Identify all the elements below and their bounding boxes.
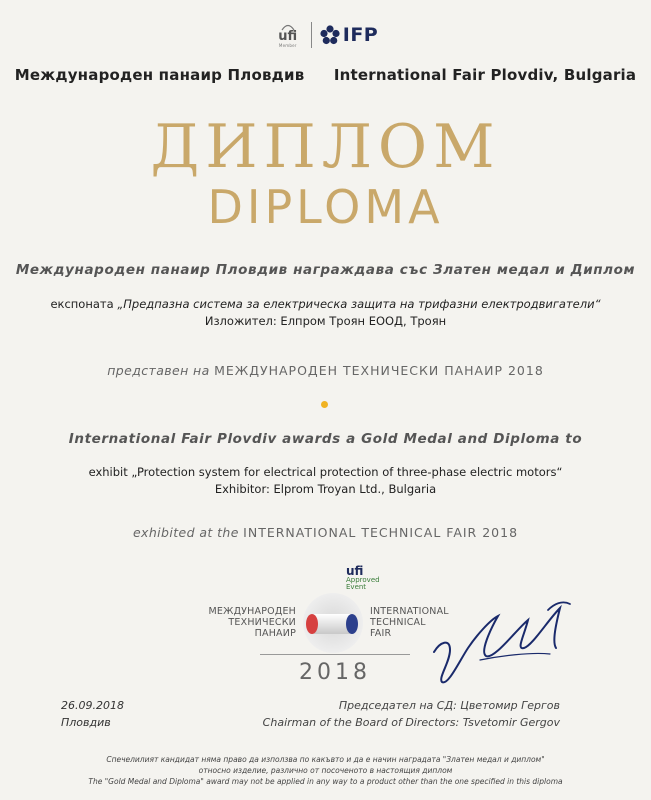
exhibited-prefix-en: exhibited at the [132, 525, 239, 540]
organizer-bg: Международен панаир Пловдив [14, 66, 305, 84]
fair-logo-en-line3: FAIR [370, 628, 392, 639]
chairman-en: Chairman of the Board of Directors: Tsvetomir Gergov [262, 716, 560, 729]
chairman-block [0, 697, 560, 731]
fair-name-en: INTERNATIONAL TECHNICAL FAIR 2018 [243, 525, 519, 540]
fair-logo-bg-line3: ПАНАИР [254, 628, 296, 639]
title-bulgarian: ДИПЛОМ [150, 112, 501, 182]
exhibit-title-bg: „Предпазна система за електрическа защита на трифазни електродвигатели“ [117, 297, 601, 311]
exhibit-prefix-en: exhibit [88, 465, 128, 479]
logo-bar [0, 22, 651, 48]
issue-city: Пловдив [61, 716, 111, 729]
exhibit-prefix-bg: експоната [50, 297, 114, 311]
presented-prefix-bg: представен на [107, 363, 210, 378]
exhibited-line-en [0, 525, 651, 540]
fair-logo-en-line1: INTERNATIONAL [370, 606, 449, 617]
ifp-logo-text: IFP [342, 24, 379, 46]
fair-logo-bg-line1: МЕЖДУНАРОДЕН [208, 606, 296, 617]
separator-dot [321, 401, 328, 408]
exhibitor-en: Exhibitor: Elprom Troyan Ltd., Bulgaria [214, 482, 437, 496]
exhibit-line-en [0, 465, 651, 479]
issue-date: 26.09.2018 [61, 699, 124, 712]
award-text-en: International Fair Plovdiv awards a Gold Medal and Diploma to [68, 431, 583, 447]
exhibit-line-bg [0, 297, 651, 311]
disclaimer [0, 754, 651, 787]
ufi-approved-line1: Approved [346, 576, 380, 584]
exhibitor-bg: Изложител: Елпром Троян ЕООД, Троян [204, 314, 447, 328]
fair-logo-text-bg [200, 606, 296, 639]
fair-logo-divider [260, 654, 410, 655]
ufi-logo-subtitle: Member [278, 42, 297, 48]
organizer-line [0, 66, 651, 84]
fair-cylinder-icon [300, 586, 366, 656]
award-text-bg: Международен панаир Пловдив награждава със Златен медал и Диплом [15, 262, 636, 278]
fair-logo-en-line2: TECHNICAL [370, 617, 426, 628]
ufi-member-logo [273, 23, 303, 48]
chairman-bg: Председател на СД: Цветомир Гергов [338, 699, 560, 712]
logo-divider [311, 22, 312, 48]
handwritten-signature [420, 590, 600, 700]
disclaimer-bg-line1: Спечелилият кандидат няма право да използва по какъвто и да е начин наградата "Златен медал и диплом" [106, 755, 545, 764]
ifp-flower-icon [320, 25, 340, 45]
disclaimer-en-line: The "Gold Medal and Diploma" award may not be applied in any way to a product other than the one specified in this diploma [88, 777, 563, 786]
ifp-logo [320, 24, 378, 46]
organizer-en: International Fair Plovdiv, Bulgaria [333, 66, 637, 84]
fair-logo-bg-line2: ТЕХНИЧЕСКИ [228, 617, 296, 628]
title-english: DIPLOMA [207, 180, 444, 234]
fair-year: 2018 [299, 660, 371, 685]
disclaimer-bg-line2: относно изделие, различно от посоченото в настоящия диплом [198, 766, 453, 775]
ufi-approved-brand: ufi [346, 564, 364, 578]
exhibit-title-en: „Protection system for electrical protection of three-phase electric motors“ [131, 465, 563, 479]
ufi-logo-text: ufi [278, 28, 298, 44]
fair-name-bg: МЕЖДУНАРОДЕН ТЕХНИЧЕСКИ ПАНАИР 2018 [214, 363, 544, 378]
presented-line-bg [0, 363, 651, 378]
ufi-approved-line2: Event [346, 583, 367, 591]
